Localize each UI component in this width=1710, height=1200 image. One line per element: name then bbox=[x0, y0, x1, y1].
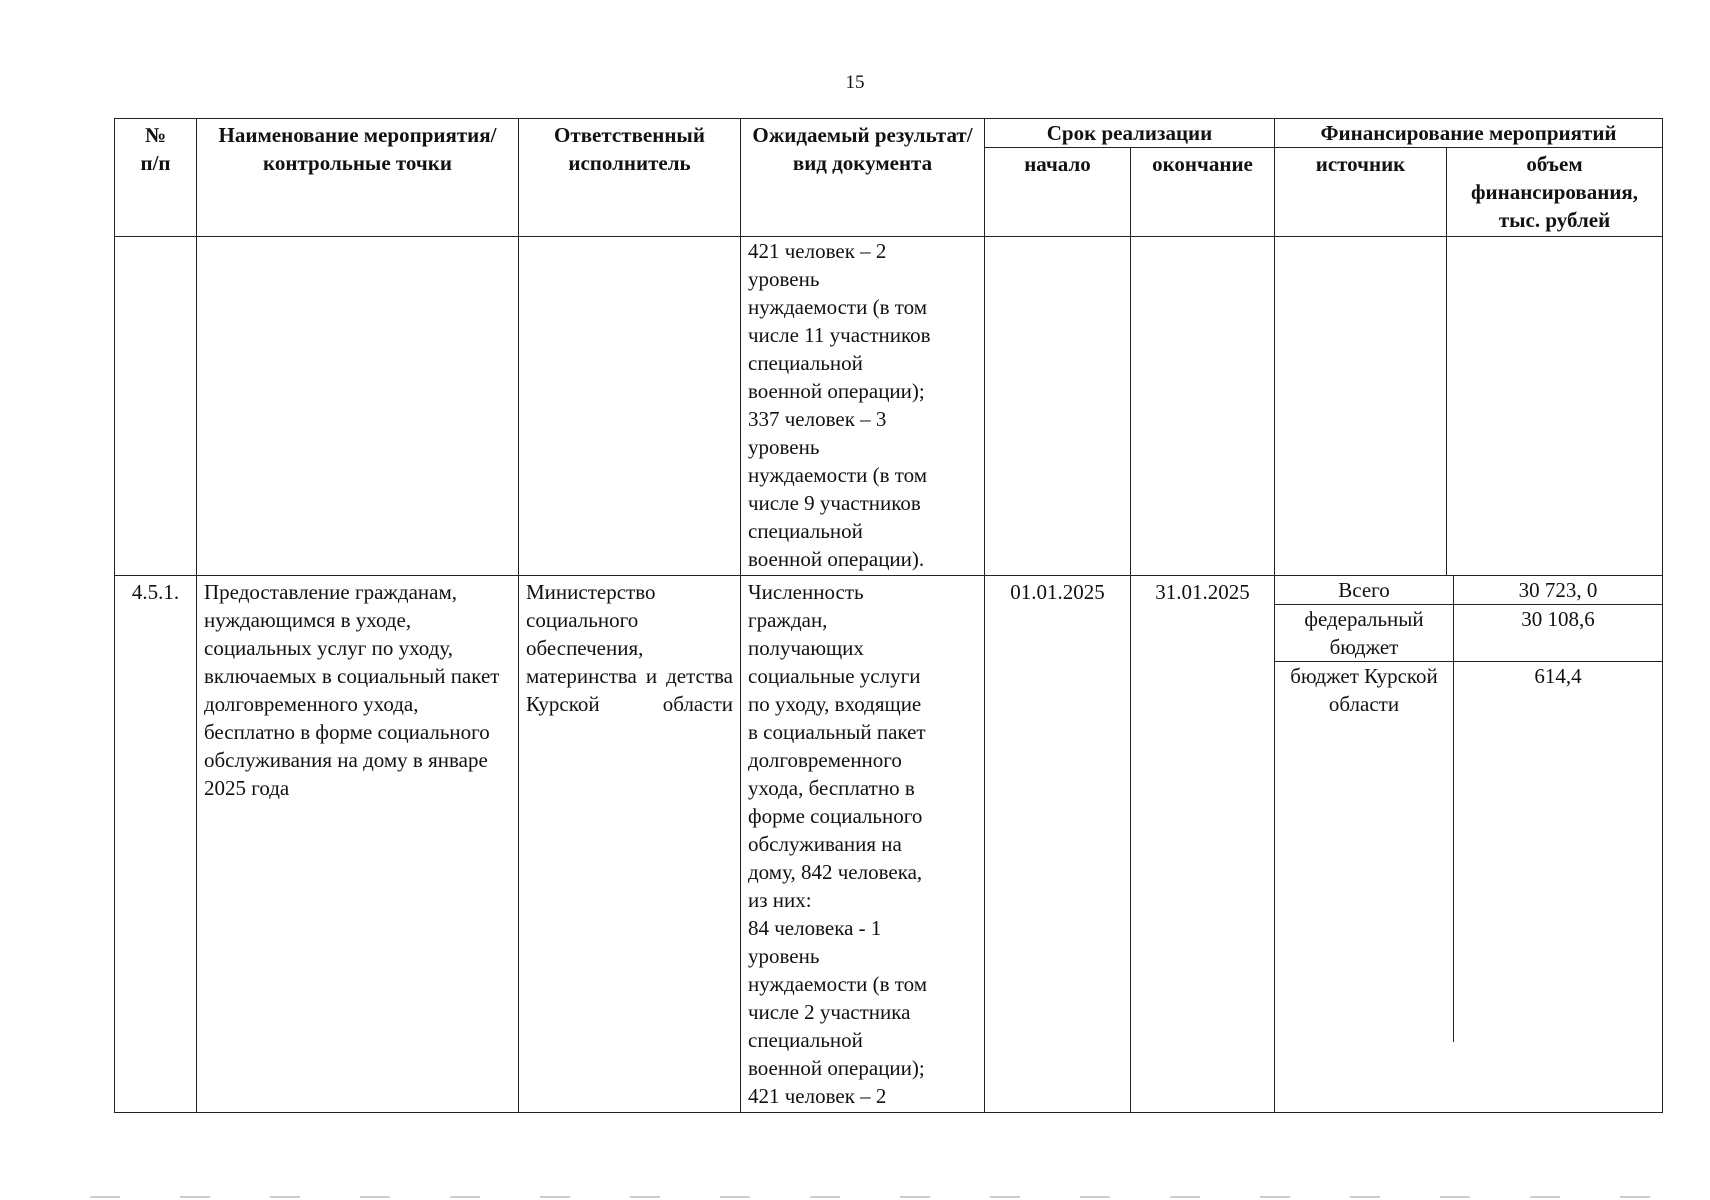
measures-table bbox=[114, 118, 1663, 1113]
col-source-header: источник bbox=[1275, 148, 1447, 237]
row-start bbox=[985, 237, 1131, 576]
row-end: 31.01.2025 bbox=[1131, 576, 1275, 1113]
row-num: 4.5.1. bbox=[115, 576, 197, 1113]
financing-cell bbox=[1275, 576, 1663, 1113]
row-volume bbox=[1447, 237, 1663, 576]
row-num bbox=[115, 237, 197, 576]
page-number: 15 bbox=[845, 72, 865, 93]
col-name-header: Наименование мероприятия/контрольные точки bbox=[197, 119, 519, 237]
row-name bbox=[197, 237, 519, 576]
row-start: 01.01.2025 bbox=[985, 576, 1131, 1113]
financing-row bbox=[1275, 576, 1662, 605]
col-financing-header: Финансирование мероприятий bbox=[1275, 119, 1663, 148]
col-volume-header: объем финансирования, тыс. рублей bbox=[1447, 148, 1663, 237]
row-result: 421 человек – 2 уровень нуждаемости (в том числе 11 участников специальной военной операции); 337 человек – 3 уровень нуждаемости (в том числе 9 участников специальной военной операции). bbox=[741, 237, 985, 576]
financing-volume: 614,4 bbox=[1534, 664, 1582, 688]
col-start-header: начало bbox=[985, 148, 1131, 237]
header-row-1 bbox=[115, 119, 1663, 148]
row-source bbox=[1275, 237, 1447, 576]
col-period-header: Срок реализации bbox=[985, 119, 1275, 148]
row-executor bbox=[519, 237, 741, 576]
col-end-header: окончание bbox=[1131, 148, 1275, 237]
row-name: Предоставление гражданам, нуждающимся в уходе, социальных услуг по уходу, включаемых в социальный пакет долговременного ухода, бесплатно в форме социального обслуживания на дому в январе 2025 года bbox=[197, 576, 519, 1113]
financing-source: бюджет Курской области bbox=[1275, 662, 1454, 1042]
scan-artifact-line bbox=[90, 1196, 1650, 1198]
table-row bbox=[115, 237, 1663, 576]
financing-source: федеральный бюджет bbox=[1275, 605, 1454, 661]
financing-volume: 30 723, 0 bbox=[1518, 578, 1598, 602]
col-num-header: № п/п bbox=[115, 119, 197, 237]
row-end bbox=[1131, 237, 1275, 576]
col-executor-header: Ответственный исполнитель bbox=[519, 119, 741, 237]
table-row bbox=[115, 576, 1663, 1113]
financing-row bbox=[1275, 662, 1662, 1042]
row-result: Численность граждан, получающих социальные услуги по уходу, входящие в социальный пакет долговременного ухода, бесплатно в форме социального обслуживания на дому, 842 человека, из них: 84 человека - 1 уровень нуждаемости (в том числе 2 участника специальной военной операции); 421 человек – 2 bbox=[741, 576, 985, 1113]
financing-volume: 30 108,6 bbox=[1521, 607, 1595, 631]
financing-row bbox=[1275, 605, 1662, 662]
row-executor: Министерство социального обеспечения, материнства и детства Курской области bbox=[519, 576, 741, 1113]
col-result-header: Ожидаемый результат/вид документа bbox=[741, 119, 985, 237]
financing-source: Всего bbox=[1275, 576, 1454, 604]
